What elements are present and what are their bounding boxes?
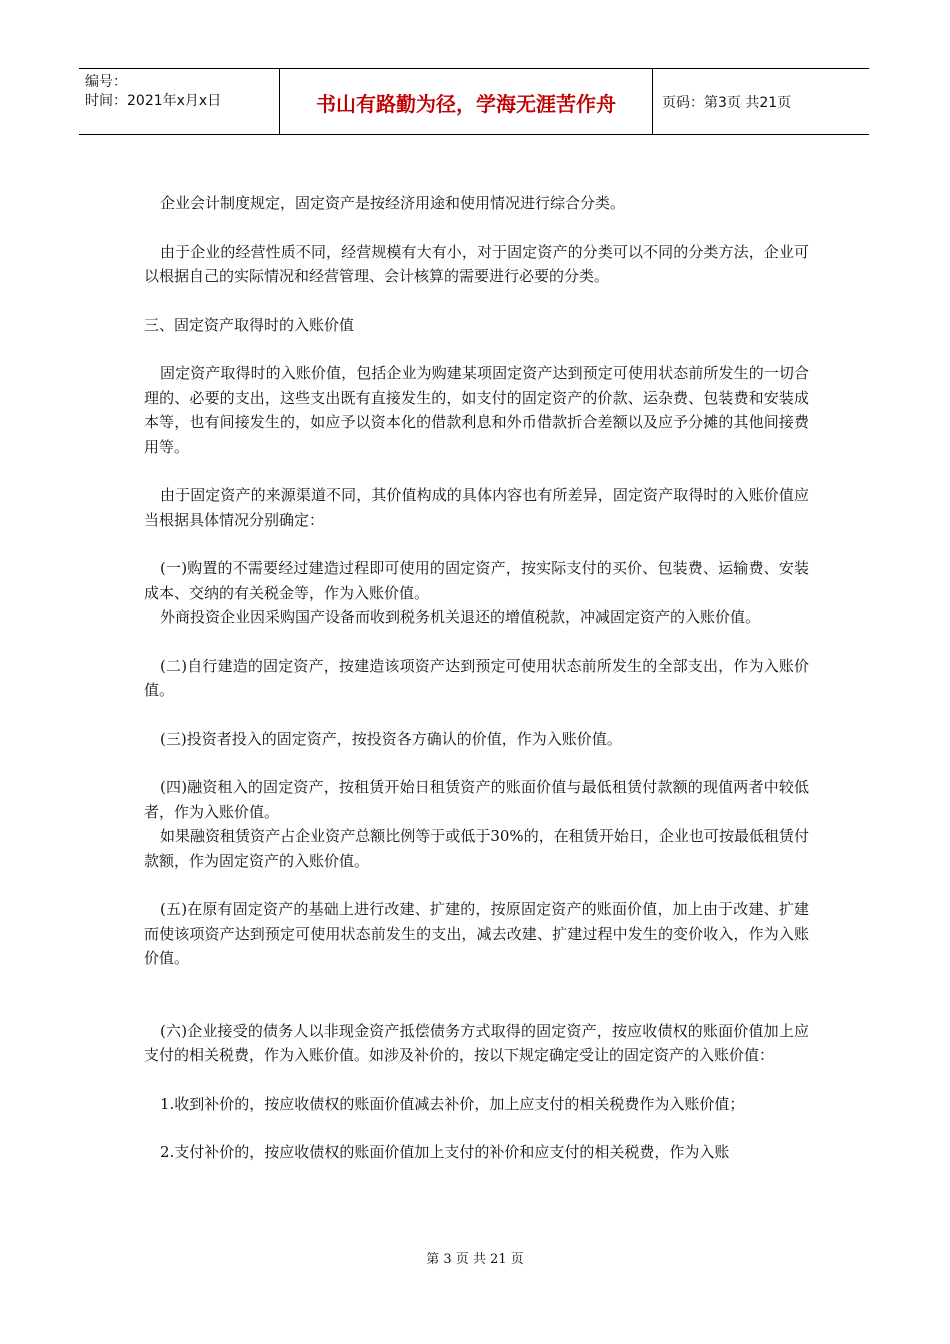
paragraph: 如果融资租赁资产占企业资产总额比例等于或低于30%的，在租赁开始日，企业也可按最低租赁付款额，作为固定资产的入账价值。 (144, 827, 809, 870)
document-header (79, 68, 869, 135)
paragraph: (四)融资租入的固定资产，按租赁开始日租赁资产的账面价值与最低租赁付款额的现值两者中较低者，作为入账价值。 (144, 778, 809, 821)
paragraph: 企业会计制度规定，固定资产是按经济用途和使用情况进行综合分类。 (160, 194, 626, 212)
paragraph: (二)自行建造的固定资产，按建造该项资产达到预定可使用状态前所发生的全部支出，作为入账价值。 (144, 656, 809, 699)
paragraph: 由于企业的经营性质不同，经营规模有大有小，对于固定资产的分类可以不同的分类方法，企业可以根据自己的实际情况和经营管理、会计核算的需要进行必要的分类。 (144, 242, 809, 285)
list-item: 1.收到补价的，按应收债权的账面价值减去补价，加上应支付的相关税费作为入账价值； (160, 1094, 745, 1113)
paragraph: 由于固定资产的来源渠道不同，其价值构成的具体内容也有所差异，固定资产取得时的入账价值应当根据具体情况分别确定： (144, 486, 809, 529)
page-footer: 第 3 页 共 21 页 (426, 1252, 524, 1267)
paragraph: (六)企业接受的债务人以非现金资产抵偿债务方式取得的固定资产，按应收债权的账面价值加上应支付的相关税费，作为入账价值。如涉及补价的，按以下规定确定受让的固定资产的入账价值： (144, 1021, 809, 1064)
paragraph: (三)投资者投入的固定资产，按投资各方确认的价值，作为入账价值。 (160, 729, 622, 748)
document-number-label: 编号： (85, 74, 127, 90)
section-heading: 三、固定资产取得时的入账价值 (144, 315, 355, 334)
header-motto-cell (280, 69, 653, 134)
document-time-label: 时间：2021年x月x日 (85, 93, 222, 109)
paragraph: 固定资产取得时的入账价值，包括企业为购建某项固定资产达到预定可使用状态前所发生的一切合理的、必要的支出，这些支出既有直接发生的，如支付的固定资产的价款、运杂费、包装费和安装成本等，也有间接发生的，如应予以资本化的借款利息和外币借款折合差额以及应予分摊的其他间接费用等。 (144, 364, 809, 456)
header-motto: 书山有路勤为径，学海无涯苦作舟 (316, 92, 616, 116)
paragraph: (五)在原有固定资产的基础上进行改建、扩建的，按原固定资产的账面价值，加上由于改建、扩建而使该项资产达到预定可使用状态前发生的支出，减去改建、扩建过程中发生的变价收入，作为入账价值。 (144, 900, 809, 967)
header-meta (79, 69, 280, 134)
document-body (144, 191, 809, 1165)
list-item: 2.支付补价的，按应收债权的账面价值加上支付的补价和应支付的相关税费，作为入账 (160, 1143, 730, 1161)
paragraph: 外商投资企业因采购国产设备而收到税务机关退还的增值税款，冲减固定资产的入账价值。 (160, 608, 761, 626)
paragraph: (一)购置的不需要经过建造过程即可使用的固定资产，按实际支付的买价、包装费、运输费、安装成本、交纳的有关税金等，作为入账价值。 (144, 559, 809, 602)
header-page-info: 页码：第3页 共21页 (662, 94, 792, 111)
